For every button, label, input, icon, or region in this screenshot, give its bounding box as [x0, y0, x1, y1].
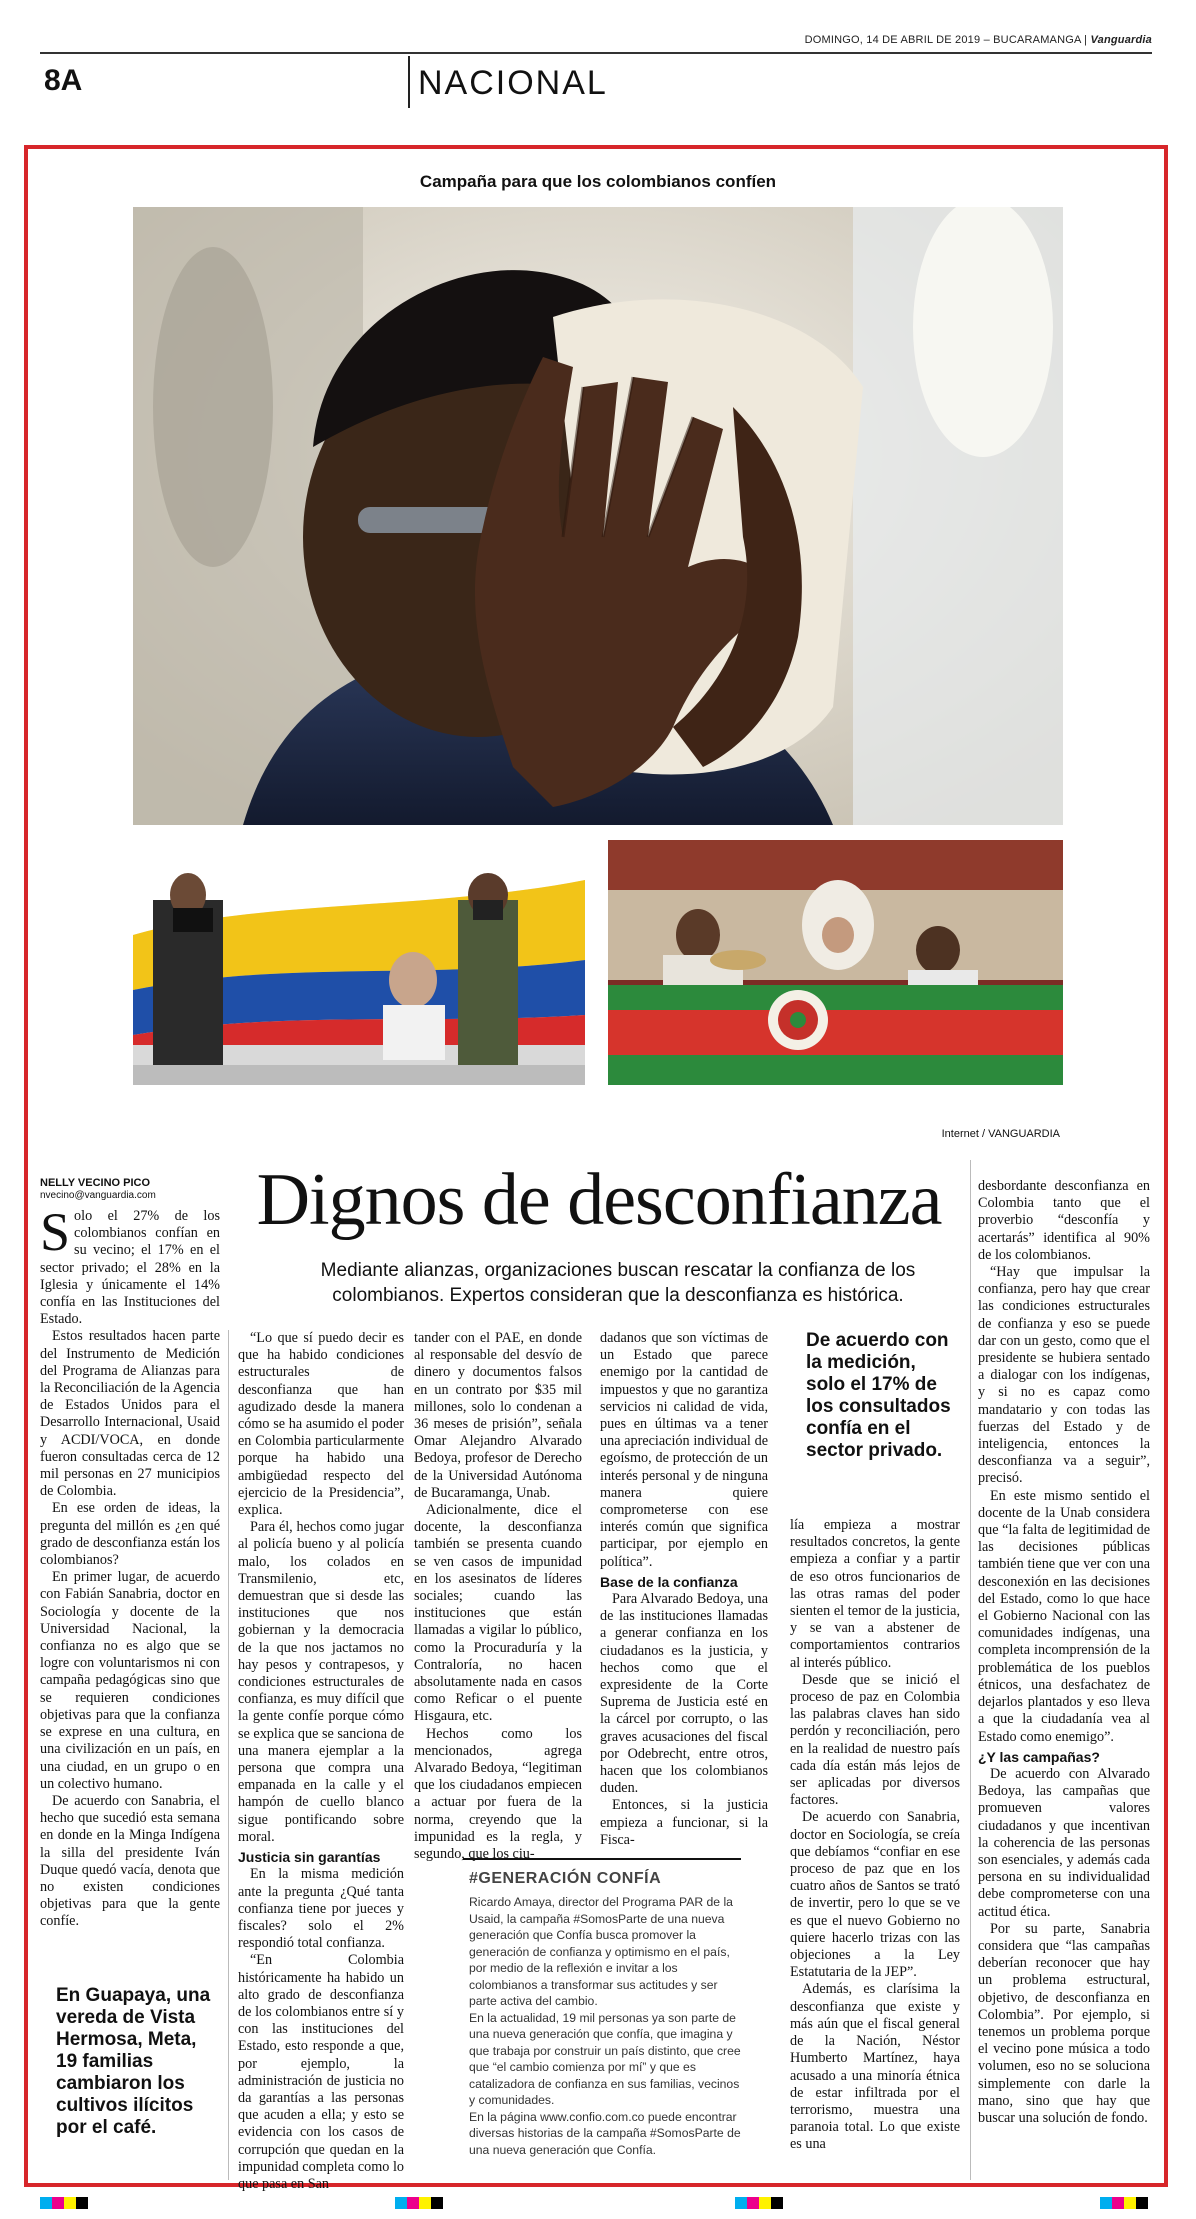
paragraph: Desde que se inició el proceso de paz en Colombia las palabras claves han sido perdón y reconciliación, pero en la realidad de nuestro país cada día están más lejos de ser aplicadas por diversos factores. — [790, 1671, 960, 1809]
header-rule — [40, 52, 1152, 54]
brand-name: Vanguardia — [1090, 34, 1152, 46]
deck: Mediante alianzas, organizaciones buscan rescatar la confianza de los colombianos. Expertos consideran que la desconfianza es histórica. — [320, 1260, 916, 1306]
pull-quote-medicion: De acuerdo con la medición, solo el 17% de los consultados confía en el sector privado. — [806, 1330, 951, 1461]
paragraph: Adicionalmente, dice el docente, la desconfianza también se presenta cuando se ven casos de impunidad en los asesinatos de líderes sociales; cuando las instituciones que están llamadas a vigilar lo público, como la Procuraduría y la Contraloría, no hacen absolutamente nada en casos como Reficar o el puente Hisgaura, etc. — [414, 1502, 582, 1725]
paragraph: De acuerdo con Sanabria, doctor en Sociología, se creía que debíamos “confiar en ese proceso de paz que en los cuatro años de Santos se trató de invertir, pero lo que se ve es que el nuevo Gobierno no quiere hacerlo trizas con las objeciones a la Ley Estatutaria de la JEP”. — [790, 1809, 960, 1981]
article-lead: olo el 27% de los colombianos confían en su vecino; el 17% en el sector privado; el 28% en la Iglesia y únicamente el 14% confía en las Instituciones del Estado. — [40, 1208, 220, 1328]
registration-marks-end — [1100, 2196, 1148, 2208]
subheading-campanas: ¿Y las campañas? — [978, 1748, 1100, 1765]
paragraph: tander con el PAE, en donde al responsable del desvío de dinero y documentos falsos en un contrato por $35 mil millones, solo lo condenan a 36 meses de prisión”, señala Omar Alejandro Alvarado Bedoya, profesor de Derecho de la Universidad Autónoma de Bucaramanga, Unab. — [414, 1330, 582, 1501]
drop-cap: S — [40, 1202, 71, 1262]
paragraph: “Hay que impulsar la confianza, pero hay que crear las condiciones estructurales de confianza y eso se puede dar con un gesto, como que el presidente se hubiera sentado a dialogar con los indígenas, y si no es capaz como mandatario y con todas las fuerzas del Estado y de inteligencia, entonces la desconfianza va a seguir”, precisó. — [978, 1264, 1150, 1487]
article-column-2 — [238, 1330, 404, 2193]
article-column-1 — [40, 1202, 220, 1931]
main-photo — [133, 207, 1063, 825]
paragraph: Entonces, si la justicia empieza a funcionar, si la Fisca- — [600, 1797, 768, 1848]
byline: NELLY VECINO PICO — [40, 1177, 151, 1189]
pull-quote-guapaya: En Guapaya, una vereda de Vista Hermosa, Meta, 19 familias cambiaron los cultivos ilícitos por el café. — [56, 1985, 211, 2138]
paragraph: En primer lugar, de acuerdo con Fabián Sanabria, doctor en Sociología y docente de la Universidad Nacional, la confianza no es algo que se logre con voluntarismos ni con campaña pedagógicas sino que se requieren condiciones objetivas para que la confianza se exprese en una cultura, en una civilización en un país, en una ciudad, en un grupo o en un colectivo humano. — [40, 1569, 220, 1792]
paragraph: desbordante desconfianza en Colombia tanto que el proverbio “desconfía y acertarás” identifica al 90% de los colombianos. — [978, 1178, 1150, 1263]
sidebar-title: #GENERACIÓN CONFÍA — [469, 1870, 662, 1887]
registration-marks-right — [735, 2196, 783, 2208]
paragraph: En este mismo sentido el docente de la Unab considera que “la falta de legitimidad de las decisiones públicas también tiene que ver con una desconexión en las decisiones del Estado, como lo que hace el Gobierno Nacional con las comunidades indígenas, una completa incomprensión de la problemática de los pueblos étnicos, una desfachatez de dejarlos plantados y eso lleva a que la ciudadanía vea al Estado como enemigo”. — [978, 1487, 1150, 1745]
registration-marks-left — [40, 2196, 88, 2208]
sidebar-paragraph: En la página www.confio.com.co puede encontrar diversas historias de la campaña #SomosParte de una nueva generación que Confía. — [469, 2109, 741, 2157]
photo-press-conference — [133, 840, 585, 1085]
column-rule — [970, 1160, 971, 2180]
photo-indigenous-minga — [608, 840, 1063, 1085]
page-number: 8A — [44, 64, 83, 97]
article-column-6 — [978, 1178, 1150, 2127]
paragraph: Además, es clarísima la desconfianza que existe y más aún que el fiscal general de la Nación, Néstor Humberto Martínez, haya acusado a una minoría étnica de estar infiltrada por el terrorismo, muestra una paranoia total. Lo que existe es una — [790, 1981, 960, 2153]
minga-photo-illustration — [608, 840, 1063, 1085]
section-divider — [408, 56, 410, 108]
paragraph: “Lo que sí puedo decir es que ha habido condiciones estructurales de desconfianza que han agudizado desde la manera cómo se ha asumido el poder en Colombia particularmente porque ha habido una ambigüedad respecto del ejercicio de la Presidencia”, explica. — [238, 1330, 404, 1519]
sidebar-paragraph: Ricardo Amaya, director del Programa PAR de la Usaid, la campaña #SomosParte de una nueva generación que Confía busca promover la generación de confianza y optimismo en el país, por medio de la reflexión e invitar a los colombianos a transformar sus actitudes y ser parte activa del cambio. — [469, 1895, 733, 2008]
column-rule — [228, 1330, 229, 2180]
paragraph: De acuerdo con Sanabria, el hecho que sucedió esta semana en donde en la Minga Indígena la silla del presidente Iván Duque quedó vacía, denota que no existen condiciones objetivas para que la gente confíe. — [40, 1792, 220, 1930]
article-column-3 — [414, 1330, 582, 1863]
paragraph: lía empieza a mostrar resultados concretos, la gente empieza a confiar y a partir de eso otros funcionarios de las otras ramas del poder sienten el temor de la justicia, y se van a abstener de comportamientos contrarios al interés público. — [790, 1517, 960, 1671]
subheading-justicia: Justicia sin garantías — [238, 1849, 381, 1866]
paragraph: En ese orden de ideas, la pregunta del millón es ¿en qué grado de desconfianza están los colombianos? — [40, 1500, 220, 1569]
sidebar-generacion-confia — [463, 1858, 741, 2158]
sidebar-paragraph: En la actualidad, 19 mil personas ya son parte de una nueva generación que confía, que imagina y que trabaja por construir un país distinto, que cree que “el cambio comienza por mí” y que es catalizadora de confianza en sus familias, vecinos y comunidades. — [469, 2010, 741, 2107]
press-photo-illustration — [133, 840, 585, 1085]
paragraph: Para él, hechos como jugar al policía bueno y al policía malo, los colados en Transmilenio, etc, demuestran que si desde las instituciones que nos gobiernan y la democracia de la que nos jactamos no hay pesos y contrapesos, y condiciones estructurales de confianza, es muy difícil que la gente confíe porque cómo se explica que se sanciona de una manera ejemplar a la persona que compra una empanada en la calle y el hampón de cuello blanco sigue pontificando sobre moral. — [238, 1519, 404, 1845]
paragraph: En la misma medición ante la pregunta ¿Qué tanta confianza tiene por jueces y fiscales? solo el 2% respondió total confianza. — [238, 1866, 404, 1952]
subheading-base: Base de la confianza — [600, 1573, 738, 1590]
paragraph: Para Alvarado Bedoya, una de las instituciones llamadas a generar confianza en los ciudadanos es la justicia, y hechos como que el expresidente de la Corte Suprema de Justicia esté en la cárcel por corrupto, o las graves acusaciones del fiscal por Odebrecht, entre otros, hacen que los colombianos duden. — [600, 1591, 768, 1797]
paragraph: dadanos que son víctimas de un Estado que parece enemigo por la cantidad de impuestos y que no garantiza servicios ni calidad de vida, pues en últimas va a tener una apreciación individual de egoísmo, de protección de un interés personal y de ninguna manera quiere comprometerse con ese interés común que significa participar, por ejemplo en política”. — [600, 1330, 768, 1570]
article-column-4 — [600, 1330, 768, 1849]
dateline: DOMINGO, 14 DE ABRIL DE 2019 – BUCARAMANGA | Vanguardia — [804, 34, 1152, 46]
registration-marks-mid — [395, 2196, 443, 2208]
paragraph: Por su parte, Sanabria considera que “las campañas deberían reconocer que hay un problema estructural, objetivo, de desconfianza en Colombia”. Por ejemplo, si tenemos un problema porque el vecino pone música a todo volumen, eso no se soluciona simplemente con darle la mano, sino que hay que buscar una solución de fondo. — [978, 1920, 1150, 2126]
section-title: NACIONAL — [418, 64, 608, 102]
headline: Dignos de desconfianza — [256, 1159, 942, 1241]
paragraph: Hechos como los mencionados, agrega Alvarado Bedoya, “legitiman que los ciudadanos empiecen a actuar por fuera de la norma, creyendo que la impunidad es la regla, y segundo, que los ciu- — [414, 1725, 582, 1863]
photo-credit: Internet / VANGUARDIA — [941, 1128, 1060, 1140]
article-column-5 — [790, 1517, 960, 2154]
kicker: Campaña para que los colombianos confíen — [419, 172, 777, 191]
author-email: nvecino@vanguardia.com — [40, 1190, 156, 1201]
paragraph: Estos resultados hacen parte del Instrumento de Medición del Programa de Alianzas para la Reconciliación de la Agencia de Estados Unidos para el Desarrollo Internacional, Usaid y ACDI/VOCA, en donde fueron consultadas cerca de 12 mil personas en 27 municipios de Colombia. — [40, 1328, 220, 1500]
paragraph: “En Colombia históricamente ha habido un alto grado de desconfianza de los colombianos entre sí y con las instituciones del Estado, esto responde a que, por ejemplo, la administración de justicia no da garantías a las personas que acuden a ella; y esto se evidencia con los casos de corrupción que quedan en la impunidad completa como lo que pasa en San — [238, 1952, 404, 2192]
main-photo-illustration — [133, 207, 1063, 825]
paragraph: De acuerdo con Alvarado Bedoya, las campañas que promueven valores ciudadanos y que incentivan la coherencia de las personas son esenciales, y además cada persona en su individualidad debe comprometerse con una actitud ética. — [978, 1765, 1150, 1920]
